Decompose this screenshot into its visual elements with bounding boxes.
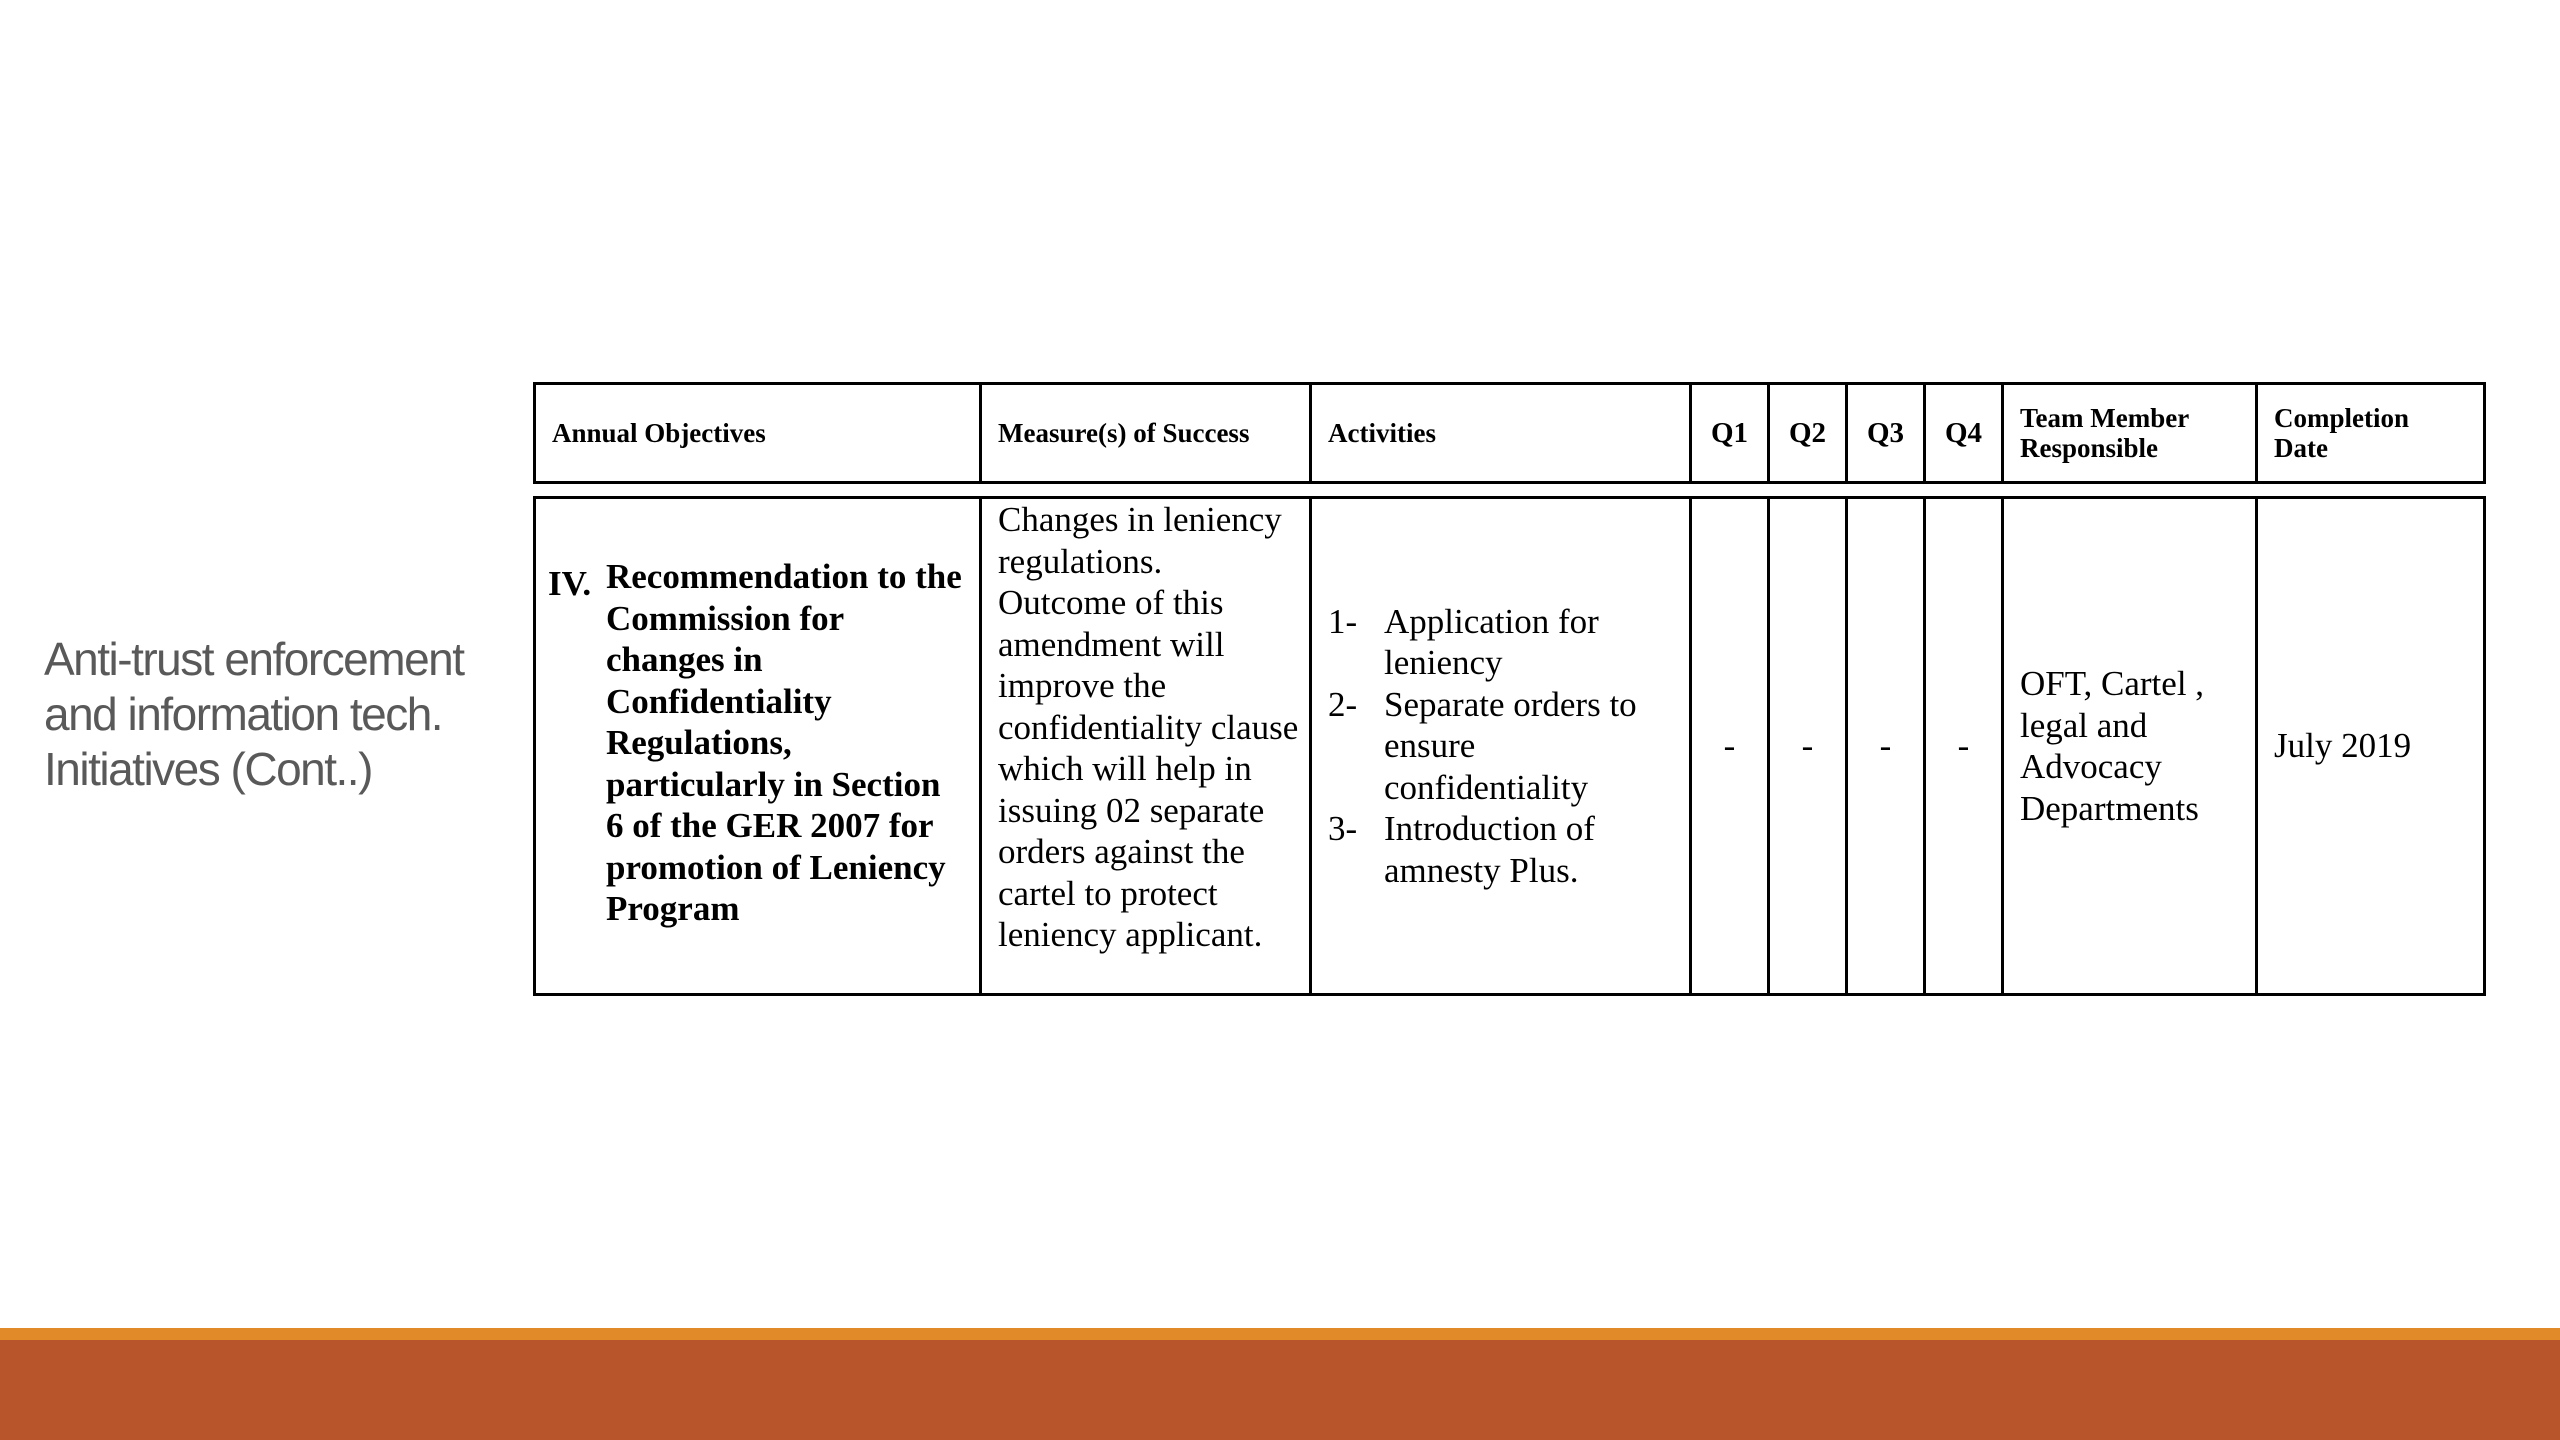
footer-bar bbox=[0, 1340, 2560, 1440]
footer-accent-bar bbox=[0, 1328, 2560, 1340]
table-spacer-row bbox=[535, 483, 2485, 498]
cell-measure: Changes in leniency regulations. Outcome of this amendment will improve the confidentiality clause which will help in issuing 02 separate orders against the cartel to protect leniency applicant. bbox=[981, 498, 1311, 995]
cell-team-member: OFT, Cartel , legal and Advocacy Departments bbox=[2003, 498, 2257, 995]
header-q4: Q4 bbox=[1925, 384, 2003, 483]
activity-item-2 bbox=[1328, 684, 1673, 809]
table-header-row bbox=[535, 384, 2485, 483]
objective-text: Recommendation to the Commission for changes in Confidentiality Regulations, particularly in Section 6 of the GER 2007 for promotion of Leniency Program bbox=[606, 557, 962, 928]
slide-title-line-2: and information tech. bbox=[44, 688, 443, 740]
activity-text-2: Separate orders to ensure confidentiality bbox=[1384, 684, 1637, 807]
cell-completion-date: July 2019 bbox=[2257, 498, 2485, 995]
header-q1: Q1 bbox=[1691, 384, 1769, 483]
activity-number-1: 1- bbox=[1328, 601, 1358, 641]
objectives-table-container bbox=[533, 382, 2483, 996]
cell-activities bbox=[1311, 498, 1691, 995]
cell-q2: - bbox=[1769, 498, 1847, 995]
activity-item-3 bbox=[1328, 808, 1673, 891]
cell-q4: - bbox=[1925, 498, 2003, 995]
activity-item-1 bbox=[1328, 601, 1673, 684]
activity-text-3: Introduction of amnesty Plus. bbox=[1384, 809, 1595, 890]
slide-title-line-1: Anti-trust enforcement bbox=[44, 633, 464, 685]
activity-number-2: 2- bbox=[1328, 684, 1358, 724]
header-completion-date: Completion Date bbox=[2257, 384, 2485, 483]
objective-number: IV. bbox=[548, 563, 592, 603]
table-row bbox=[535, 498, 2485, 995]
activity-text-1: Application for leniency bbox=[1384, 601, 1599, 683]
objectives-table bbox=[533, 382, 2486, 996]
activity-number-3: 3- bbox=[1328, 809, 1358, 849]
header-team-member: Team Member Responsible bbox=[2003, 384, 2257, 483]
cell-q3: - bbox=[1847, 498, 1925, 995]
header-annual-objectives: Annual Objectives bbox=[535, 384, 981, 483]
header-measures-of-success: Measure(s) of Success bbox=[981, 384, 1311, 483]
cell-objective bbox=[535, 498, 981, 995]
header-activities: Activities bbox=[1311, 384, 1691, 483]
slide-title bbox=[44, 632, 514, 797]
header-q2: Q2 bbox=[1769, 384, 1847, 483]
header-q3: Q3 bbox=[1847, 384, 1925, 483]
cell-q1: - bbox=[1691, 498, 1769, 995]
table-spacer bbox=[535, 483, 2485, 498]
slide-title-line-3: Initiatives (Cont..) bbox=[44, 743, 372, 795]
